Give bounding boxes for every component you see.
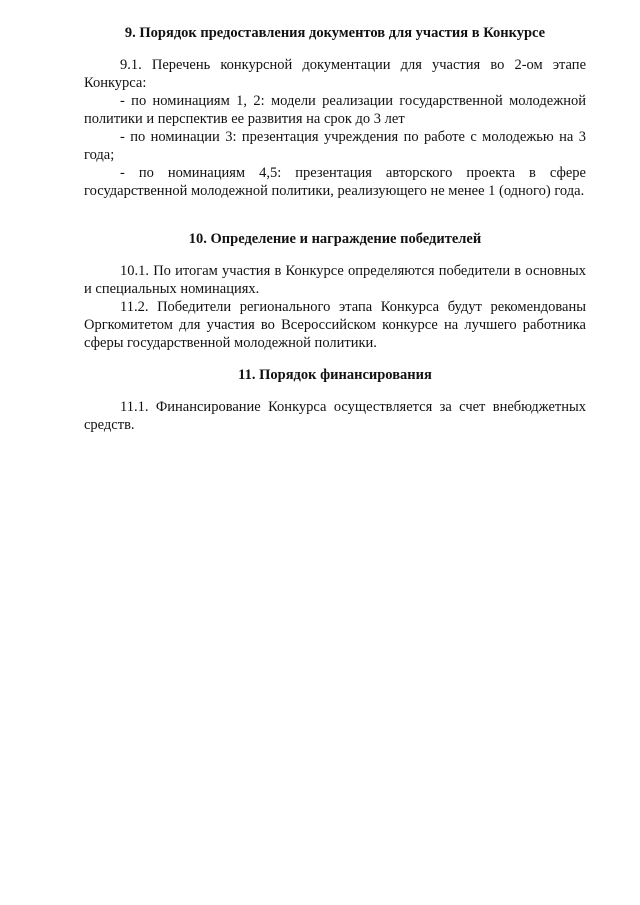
paragraph-11-1: 11.1. Финансирование Конкурса осуществляется за счет внебюджетных средств.	[84, 399, 586, 433]
paragraph-9-nomination-3: - по номинации 3: презентация учреждения по работе с молодежью на 3 года;	[84, 129, 586, 163]
paragraph-9-1: 9.1. Перечень конкурсной документации для участия во 2-ом этапе Конкурса:	[84, 57, 586, 91]
section-11-title: 11. Порядок финансирования	[238, 367, 432, 383]
paragraph-11-2: 11.2. Победители регионального этапа Конкурса будут рекомендованы Оргкомитетом для участия во Всероссийском конкурсе на лучшего работника сферы государственной молодежной политики.	[84, 299, 586, 351]
section-9-title: 9. Порядок предоставления документов для участия в Конкурсе	[124, 25, 546, 41]
section-10-title: 10. Определение и награждение победителей	[188, 231, 482, 247]
paragraph-9-nominations-1-2: - по номинациям 1, 2: модели реализации государственной молодежной политики и перспектив ее развития на срок до 3 лет	[84, 93, 586, 127]
paragraph-10-1: 10.1. По итогам участия в Конкурсе определяются победители в основных и специальных номинациях.	[84, 263, 586, 297]
paragraph-9-nominations-4-5: - по номинациям 4,5: презентация авторского проекта в сфере государственной молодежной политики, реализующего не менее 1 (одного) года.	[84, 165, 586, 199]
